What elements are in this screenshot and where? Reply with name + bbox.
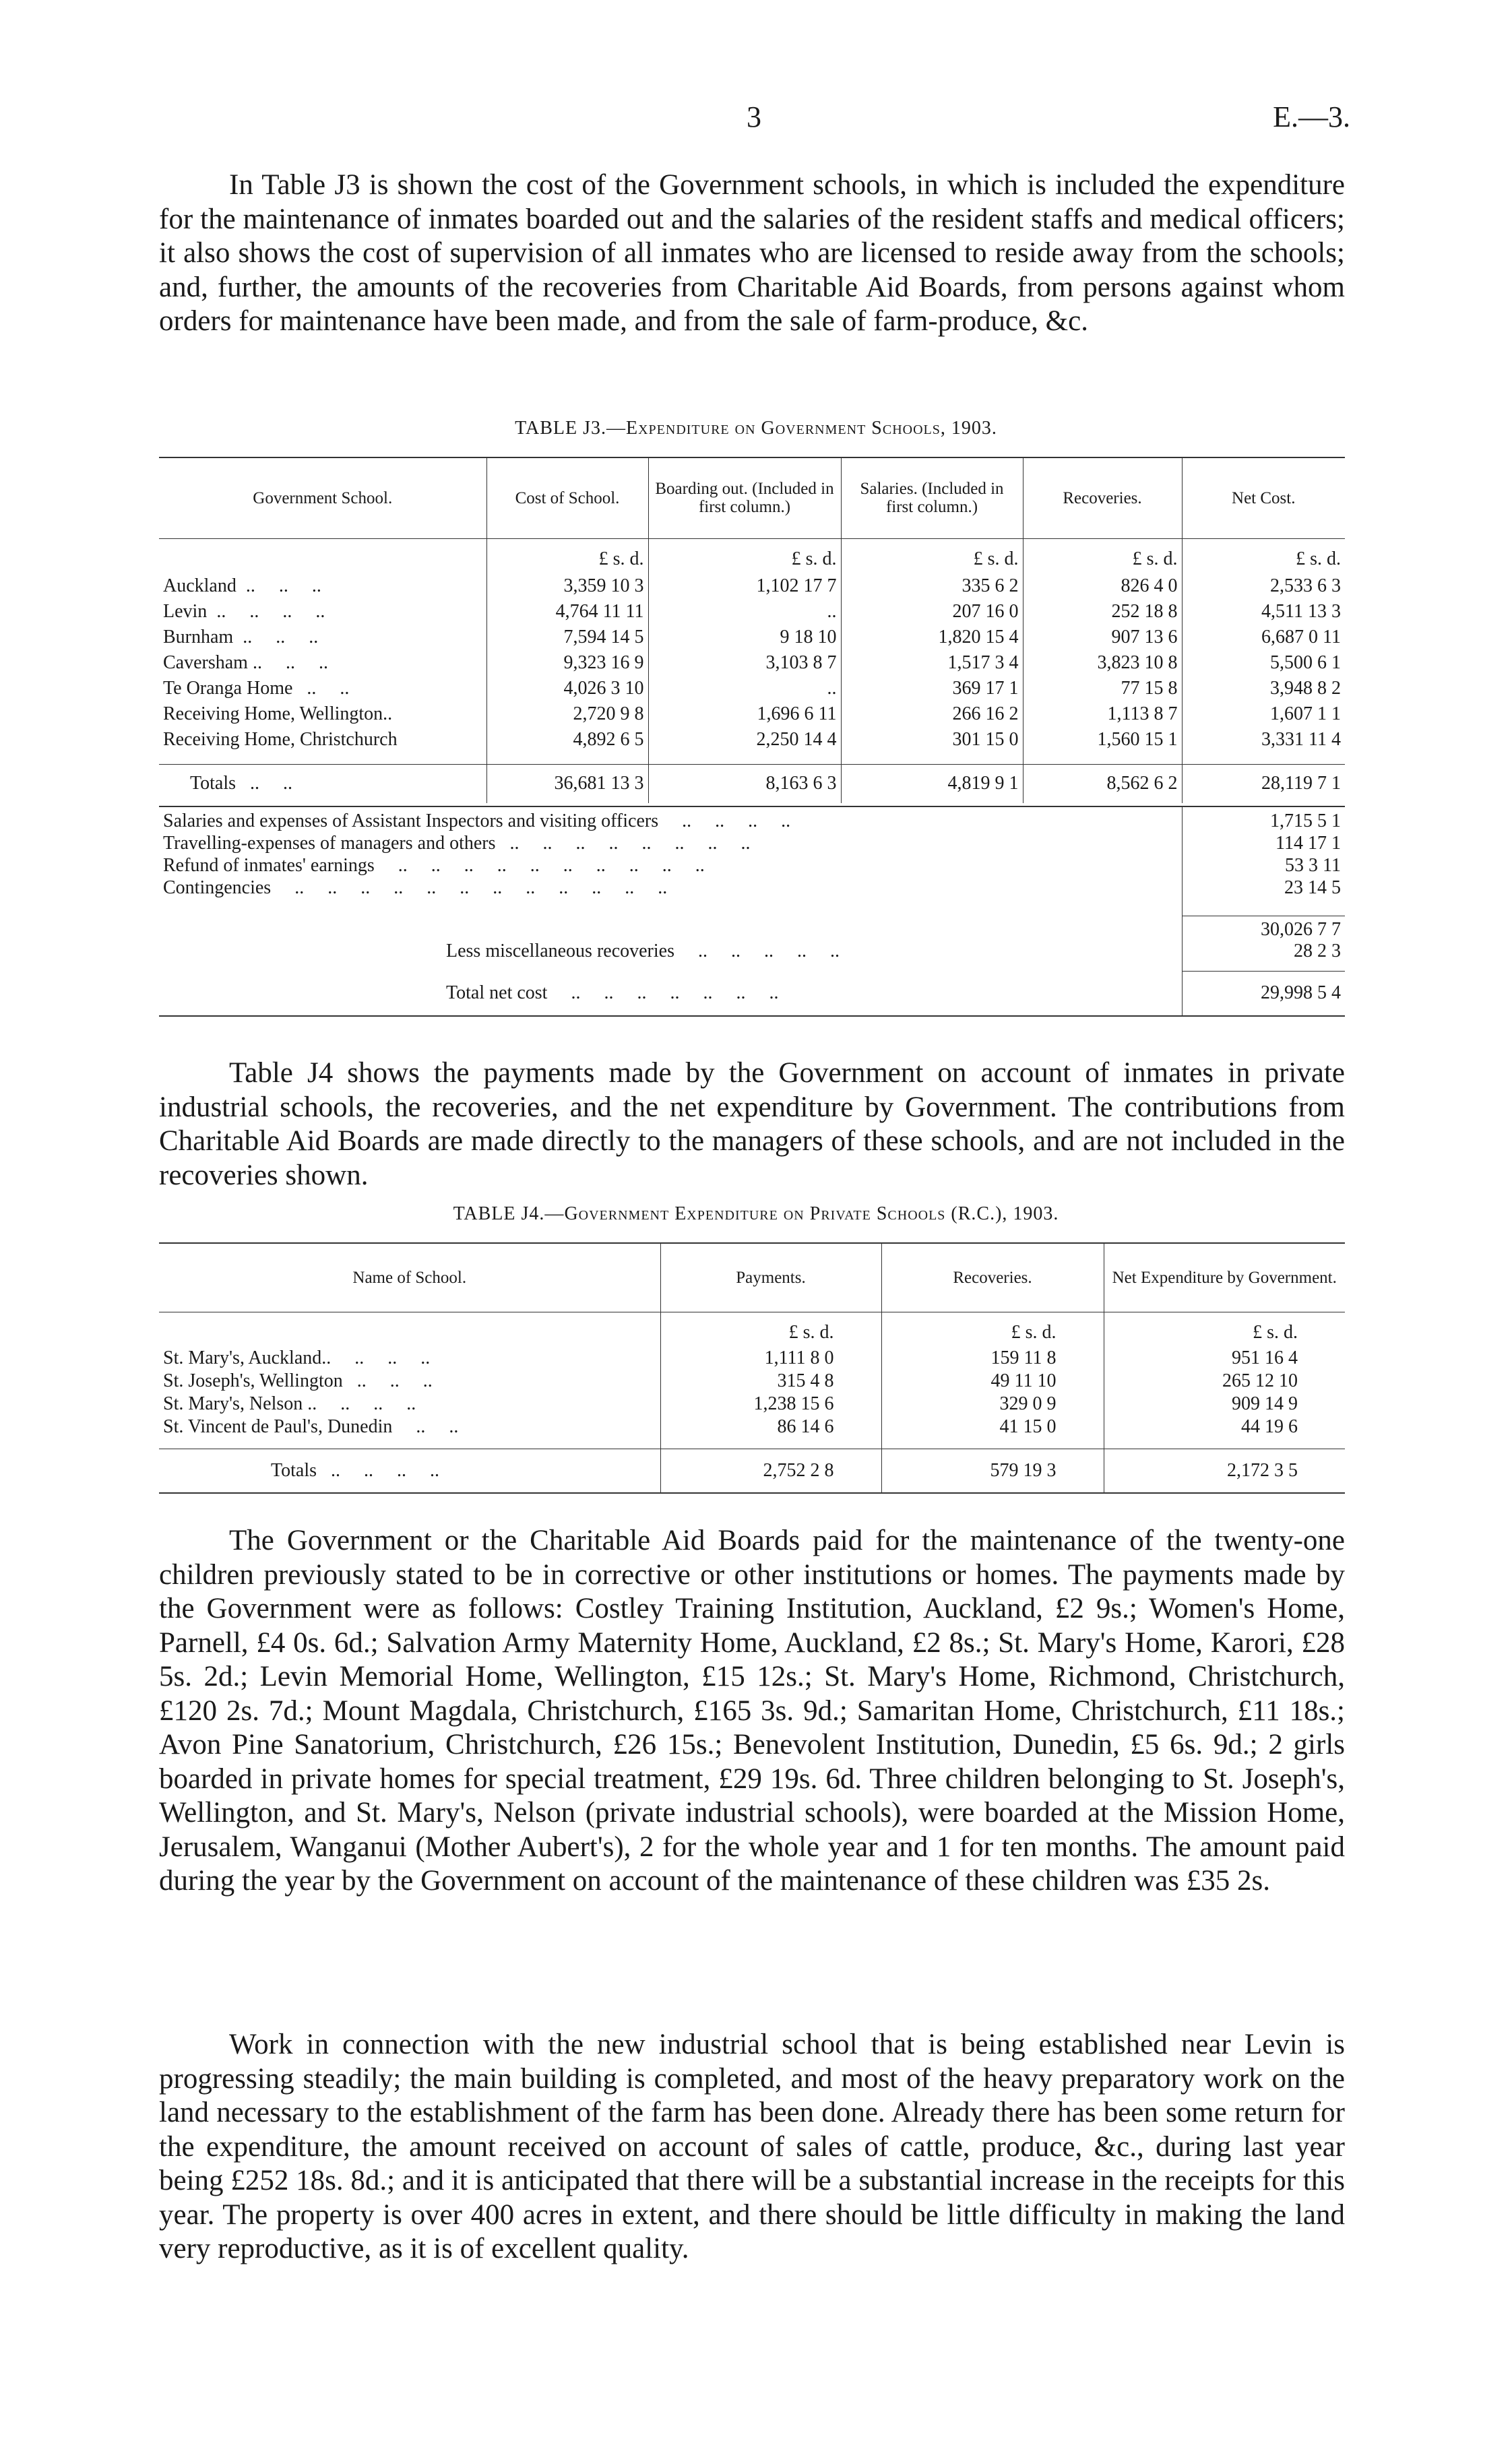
j4-payments-value: 1,238 15 6	[660, 1393, 881, 1416]
j4-table-row	[159, 1416, 1345, 1439]
j3-recoveries-value: 1,113 8 7	[1023, 703, 1182, 729]
j3-school-cell	[159, 575, 486, 601]
j3-cost-value: 4,892 6 5	[486, 729, 648, 755]
j3-school-cell	[159, 729, 486, 755]
j4-school-leader: .. .. .. ..	[321, 1347, 431, 1368]
j3-cost-value: 3,359 10 3	[486, 575, 648, 601]
j3-cost-value: 4,764 11 11	[486, 601, 648, 627]
j3-school-name: Levin	[163, 600, 208, 622]
table-j4-caption	[0, 1203, 1512, 1225]
j4-school-leader: .. ..	[392, 1416, 459, 1437]
j3-extra-label-cell	[159, 877, 1182, 899]
j4-table-row	[159, 1393, 1345, 1416]
j4-payments-value: 1,111 8 0	[660, 1347, 881, 1370]
table-j4-caption-title: Government Expenditure on Private Schools (R.C.), 1903.	[564, 1203, 1059, 1224]
j3-net-value: 5,500 6 1	[1270, 652, 1341, 673]
j3-extras-body	[159, 811, 1345, 899]
j3-totals-recoveries: 8,562 6 2	[1023, 764, 1182, 803]
j3-boarding-value: 1,696 6 11	[648, 703, 841, 729]
j4-header-recoveries: Recoveries.	[881, 1243, 1104, 1312]
j3-header-recoveries: Recoveries.	[1023, 457, 1182, 538]
j3-header-salaries: Salaries. (Included in first column.)	[841, 457, 1023, 538]
j4-recoveries-value: 41 15 0	[881, 1416, 1104, 1439]
j3-school-leader: .. .. .. ..	[207, 600, 325, 622]
j3-extra-label: Salaries and expenses of Assistant Inspectors and visiting officers	[163, 811, 659, 831]
table-j3-caption-title: Expenditure on Government Schools, 1903.	[625, 418, 997, 439]
j3-totals-cost: 36,681 13 3	[486, 764, 648, 803]
j4-totals-payments: 2,752 2 8	[660, 1449, 881, 1493]
j4-name-cell	[159, 1370, 660, 1393]
j4-payments-value: 86 14 6	[660, 1416, 881, 1439]
j3-salaries-value: 1,517 3 4	[841, 652, 1023, 678]
j3-cost-value: 9,323 16 9	[486, 652, 648, 678]
j3-extra-leader: .. .. .. .. .. .. .. .. .. ..	[374, 855, 705, 876]
j3-extra-label-cell	[159, 811, 1182, 833]
j3-table-row	[159, 627, 1345, 652]
j4-totals-net: 2,172 3 5	[1104, 1449, 1345, 1493]
j3-net-value: 6,687 0 11	[1261, 626, 1341, 647]
table-j3-extras	[159, 806, 1345, 1017]
j3-extra-leader: .. .. .. .. .. .. .. ..	[495, 833, 751, 854]
j3-salaries-value: 301 15 0	[841, 729, 1023, 755]
page-number: 3	[747, 100, 761, 133]
j3-totals-label-cell	[159, 764, 486, 803]
j3-total-net-label-cell	[159, 972, 1182, 1016]
j4-totals-row	[159, 1449, 1345, 1493]
j3-extra-row	[159, 877, 1345, 899]
j3-recoveries-value: 3,823 10 8	[1023, 652, 1182, 678]
j3-units-cost: £ s. d.	[486, 548, 648, 575]
j3-recoveries-value: 252 18 8	[1023, 601, 1182, 627]
j4-recoveries-value: 49 11 10	[881, 1370, 1104, 1393]
j4-header-name: Name of School.	[159, 1243, 660, 1312]
j3-net-value: 4,511 13 3	[1261, 600, 1341, 622]
j3-table-row	[159, 601, 1345, 627]
j3-units-salaries: £ s. d.	[841, 548, 1023, 575]
j3-extra-label-cell	[159, 833, 1182, 855]
table-j4-caption-prefix: TABLE J4.—	[453, 1203, 565, 1224]
paragraph-j4-intro: Table J4 shows the payments made by the Government on account of inmates in private industrial schools, the recoveries, and the net expenditure by Government. The contributions from Charitable Aid Boards are made directly to the managers of these schools, and are not included in the recoveries shown.	[159, 1057, 1345, 1191]
j4-totals-label-cell	[159, 1449, 660, 1493]
j4-spacer	[159, 1312, 1345, 1322]
j3-less-label-cell	[159, 941, 1182, 972]
j3-totals-salaries: 4,819 9 1	[841, 764, 1023, 803]
table-j3-header-row	[159, 457, 1345, 538]
j4-table-row	[159, 1347, 1345, 1370]
j3-cost-value: 2,720 9 8	[486, 703, 648, 729]
j4-recoveries-value: 159 11 8	[881, 1347, 1104, 1370]
j3-net-value: 1,607 1 1	[1270, 703, 1341, 724]
j3-net-value: 3,948 8 2	[1270, 677, 1341, 699]
j3-less-leader: .. .. .. .. ..	[674, 940, 840, 961]
j3-school-leader: .. .. ..	[233, 626, 319, 647]
j3-boarding-value: 3,103 8 7	[648, 652, 841, 678]
j4-name-cell	[159, 1416, 660, 1439]
j4-payments-value: 315 4 8	[660, 1370, 881, 1393]
j4-net-value: 265 12 10	[1222, 1370, 1298, 1391]
j4-school-name: St. Joseph's, Wellington	[163, 1370, 343, 1391]
j3-school-leader: .. .. ..	[247, 652, 328, 673]
j3-salaries-value: 1,820 15 4	[841, 627, 1023, 652]
j3-school-name: Receiving Home, Wellington	[163, 703, 383, 724]
j3-extra-label: Travelling-expenses of managers and others	[163, 833, 496, 854]
j3-extra-value: 53 3 11	[1285, 855, 1341, 876]
j3-extra-row	[159, 855, 1345, 877]
j3-school-name: Te Oranga Home	[163, 677, 293, 699]
j3-subtotal-value: 30,026 7 7	[1182, 916, 1345, 941]
j4-totals-leader: .. .. .. ..	[317, 1459, 440, 1481]
j3-totals-row	[159, 764, 1345, 803]
j3-boarding-value: 2,250 14 4	[648, 729, 841, 755]
j4-spacer	[159, 1439, 1345, 1449]
j3-extra-leader: .. .. .. ..	[658, 811, 791, 831]
j3-boarding-value: ..	[648, 601, 841, 627]
j3-total-net-row	[159, 972, 1345, 1016]
j3-extra-value: 114 17 1	[1275, 833, 1341, 854]
table-j4	[159, 1242, 1345, 1494]
j4-units-payments: £ s. d.	[660, 1322, 881, 1347]
j4-header-net: Net Expenditure by Government.	[1104, 1243, 1345, 1312]
j3-total-net-leader: .. .. .. .. .. .. ..	[547, 982, 779, 1003]
j4-school-leader: .. .. ..	[342, 1370, 433, 1391]
j3-totals-leader: .. ..	[236, 773, 293, 794]
j3-recoveries-value: 1,560 15 1	[1023, 729, 1182, 755]
j4-table-row	[159, 1370, 1345, 1393]
j3-recoveries-value: 77 15 8	[1023, 678, 1182, 703]
j3-extra-leader: .. .. .. .. .. .. .. .. .. .. .. ..	[271, 877, 668, 898]
j3-total-net-value: 29,998 5 4	[1182, 972, 1345, 1016]
j3-extra-row	[159, 833, 1345, 855]
j3-salaries-value: 266 16 2	[841, 703, 1023, 729]
j3-header-net: Net Cost.	[1182, 457, 1345, 538]
j3-spacer	[159, 538, 1345, 548]
j3-school-cell	[159, 601, 486, 627]
j4-school-name: St. Mary's, Auckland	[163, 1347, 322, 1368]
j3-school-cell	[159, 652, 486, 678]
j3-totals-label: Totals	[190, 773, 237, 794]
j3-school-cell	[159, 703, 486, 729]
j4-units-recoveries: £ s. d.	[881, 1322, 1104, 1347]
j3-table-row	[159, 729, 1345, 755]
j4-body	[159, 1347, 1345, 1439]
j3-header-boarding: Boarding out. (Included in first column.)	[648, 457, 841, 538]
j4-units-net: £ s. d.	[1253, 1321, 1298, 1343]
j3-salaries-value: 207 16 0	[841, 601, 1023, 627]
j3-units-recoveries: £ s. d.	[1023, 548, 1182, 575]
j4-units-row	[159, 1322, 1345, 1347]
j3-less-label: Less miscellaneous recoveries	[446, 940, 674, 961]
j3-recoveries-value: 826 4 0	[1023, 575, 1182, 601]
j3-extra-row	[159, 811, 1345, 833]
j3-school-leader: .. ..	[292, 677, 350, 699]
j3-net-value: 3,331 11 4	[1261, 728, 1341, 750]
table-j3	[159, 457, 1345, 803]
j4-recoveries-value: 329 0 9	[881, 1393, 1104, 1416]
j3-school-name: Burnham	[163, 626, 234, 647]
j3-school-cell	[159, 627, 486, 652]
j3-cost-value: 7,594 14 5	[486, 627, 648, 652]
j3-cost-value: 4,026 3 10	[486, 678, 648, 703]
j3-less-value: 28 2 3	[1294, 940, 1341, 961]
j3-table-row	[159, 652, 1345, 678]
j3-header-cost: Cost of School.	[486, 457, 648, 538]
j4-name-cell	[159, 1347, 660, 1370]
running-header	[0, 100, 1512, 140]
j4-school-leader: .. .. .. ..	[303, 1393, 416, 1414]
j4-net-value: 951 16 4	[1232, 1347, 1298, 1368]
j3-body	[159, 575, 1345, 755]
j4-name-cell	[159, 1393, 660, 1416]
table-j3-caption	[0, 418, 1512, 439]
j4-totals-recoveries: 579 19 3	[881, 1449, 1104, 1493]
j3-table-row	[159, 678, 1345, 703]
j3-boarding-value: 9 18 10	[648, 627, 841, 652]
j3-less-row	[159, 941, 1345, 972]
j3-boarding-value: ..	[648, 678, 841, 703]
j3-extra-label: Refund of inmates' earnings	[163, 855, 375, 876]
j4-net-value: 909 14 9	[1232, 1393, 1298, 1414]
document-reference: E.—3.	[1273, 100, 1350, 133]
paragraph-levin-school: Work in connection with the new industrial school that is being established near Levin is progressing steadily; the main building is completed, and most of the heavy preparatory work on the land necessary to the establishment of the farm has been done. Already there has been some return for the expenditure, the amount received on account of sales of cattle, produce, &c., during last year being £252 18s. 8d.; and it is anticipated that there will be a substantial increase in the receipts for this year. The property is over 400 acres in extent, and there should be little difficulty in making the land very reproductive, as it is of excellent quality.	[159, 2029, 1345, 2264]
j3-school-leader: ..	[383, 703, 393, 724]
j3-recoveries-value: 907 13 6	[1023, 627, 1182, 652]
j3-units-row	[159, 548, 1345, 575]
paragraph-j3-intro: In Table J3 is shown the cost of the Government schools, in which is included the expenditure for the maintenance of inmates boarded out and the salaries of the resident staffs and medical officers; it also shows the cost of supervision of all inmates who are licensed to reside away from the schools; and, further, the amounts of the recoveries from Charitable Aid Boards, from persons against whom orders for maintenance have been made, and from the sale of farm-produce, &c.	[159, 169, 1345, 337]
j3-total-net-label: Total net cost	[446, 982, 548, 1003]
paragraph-other-institutions: The Government or the Charitable Aid Boards paid for the maintenance of the twenty-one children previously stated to be in corrective or other institutions or homes. The payments made by the Government were as follows: Costley Training Institution, Auckland, £2 9s.; Women's Home, Parnell, £4 0s. 6d.; Salvation Army Maternity Home, Auckland, £2 8s.; St. Mary's Home, Karori, £28 5s. 2d.; Levin Memorial Home, Wellington, £15 12s.; St. Mary's Home, Richmond, Christchurch, £120 2s. 7d.; Mount Magdala, Christchurch, £165 3s. 9d.; Samaritan Home, Christchurch, £11 18s.; Avon Pine Sanatorium, Christchurch, £26 15s.; Benevolent Institution, Dunedin, £5 6s. 9d.; 2 girls boarded in private homes for special treatment, £29 19s. 6d. Three children belonging to St. Joseph's, Wellington, and St. Mary's, Nelson (private industrial schools), were boarded at the Mission Home, Jerusalem, Wanganui (Mother Aubert's), 2 for the whole year and 1 for ten months. The amount paid during the year by the Government on account of the maintenance of these children was £35 2s.	[159, 1525, 1345, 1897]
j3-school-leader: .. .. ..	[236, 575, 321, 596]
j3-units-boarding: £ s. d.	[648, 548, 841, 575]
j3-school-name: Auckland	[163, 575, 237, 596]
j3-totals-net: 28,119 7 1	[1182, 764, 1345, 803]
table-j4-header-row	[159, 1243, 1345, 1312]
j3-school-cell	[159, 678, 486, 703]
j4-net-value: 44 19 6	[1241, 1416, 1298, 1437]
j4-totals-label: Totals	[271, 1459, 317, 1481]
j3-table-row	[159, 703, 1345, 729]
j3-extra-label: Contingencies	[163, 877, 272, 898]
j3-school-name: Caversham	[163, 652, 248, 673]
j3-subtotal-row	[159, 916, 1345, 941]
j3-header-school: Government School.	[159, 457, 486, 538]
j3-spacer	[159, 755, 1345, 765]
j3-school-name: Receiving Home, Christchurch	[163, 728, 398, 750]
j3-salaries-value: 369 17 1	[841, 678, 1023, 703]
table-j3-caption-prefix: TABLE J3.—	[515, 418, 626, 439]
j4-school-name: St. Mary's, Nelson	[163, 1393, 303, 1414]
j3-units-net: £ s. d.	[1296, 548, 1341, 569]
j4-school-name: St. Vincent de Paul's, Dunedin	[163, 1416, 393, 1437]
j3-extras-gap	[159, 899, 1345, 916]
j3-table-row	[159, 575, 1345, 601]
j3-net-value: 2,533 6 3	[1270, 575, 1341, 596]
j4-header-payments: Payments.	[660, 1243, 881, 1312]
j3-extra-label-cell	[159, 855, 1182, 877]
j3-salaries-value: 335 6 2	[841, 575, 1023, 601]
j3-extra-value: 23 14 5	[1284, 877, 1341, 898]
j3-totals-boarding: 8,163 6 3	[648, 764, 841, 803]
j3-boarding-value: 1,102 17 7	[648, 575, 841, 601]
j3-extra-value: 1,715 5 1	[1270, 811, 1341, 831]
